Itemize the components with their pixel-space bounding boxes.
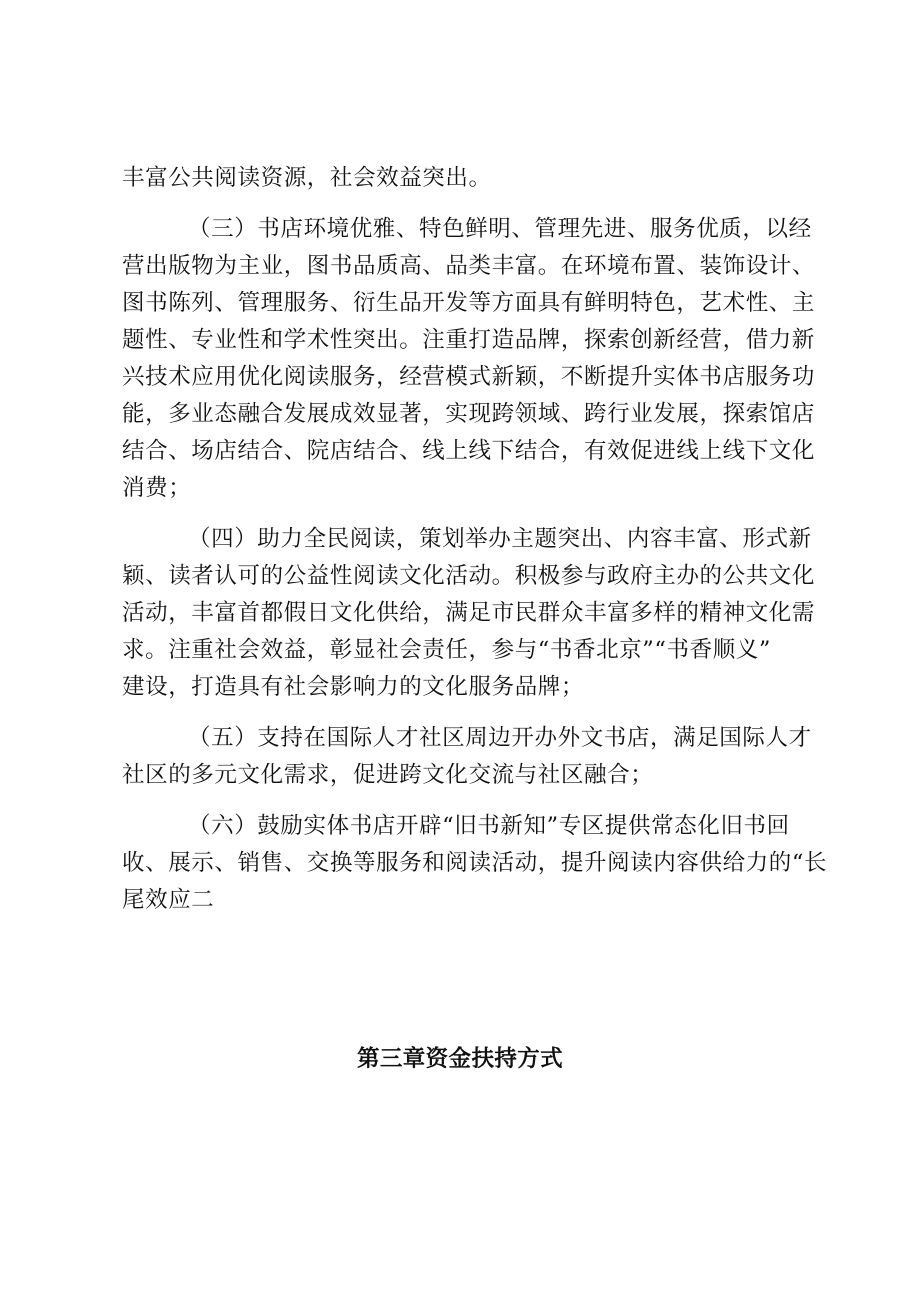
paragraph-item-6 <box>122 808 828 919</box>
paragraph-item-5 <box>122 720 812 794</box>
text-line: （六）鼓励实体书店开辟“旧书新知”专区提供常态化旧书回 <box>188 813 790 839</box>
text-line: 能，多业态融合发展成效显著，实现跨领域、跨行业发展，探索馆店 <box>122 401 816 427</box>
text-line: 求。注重社会效益，彰显社会责任，参与“书香北京”“书香顺义” <box>122 637 772 663</box>
text-line: 社区的多元文化需求，促进跨文化交流与社区融合； <box>122 762 654 788</box>
text-line: 丰富公共阅读资源，社会效益突出。 <box>122 165 492 191</box>
text-line: 尾效应二 <box>122 887 215 913</box>
text-line: 建设，打造具有社会影响力的文化服务品牌； <box>122 674 585 700</box>
text-line: 消费； <box>122 475 192 501</box>
document-body <box>122 160 828 919</box>
text-line: 结合、场店结合、院店结合、线上线下结合，有效促进线上线下文化 <box>122 438 816 464</box>
text-line: 活动，丰富首都假日文化供给，满足市民群众丰富多样的精神文化需 <box>122 600 816 626</box>
text-line: （三）书店环境优雅、特色鲜明、管理先进、服务优质，以经 <box>188 216 812 242</box>
text-line: 颖、读者认可的公益性阅读文化活动。积极参与政府主办的公共文化 <box>122 563 816 589</box>
paragraph-continuation <box>122 160 812 197</box>
text-line: 兴技术应用优化阅读服务，经营模式新颖，不断提升实体书店服务功 <box>122 364 816 390</box>
text-line: 营出版物为主业，图书品质高、品类丰富。在环境布置、装饰设计、 <box>122 253 816 279</box>
text-line: 收、展示、销售、交换等服务和阅读活动，提升阅读内容供给力的“长 <box>122 850 828 876</box>
text-line: （四）助力全民阅读，策划举办主题突出、内容丰富、形式新 <box>188 526 812 552</box>
chapter-heading: 第三章资金扶持方式 <box>356 1046 564 1072</box>
paragraph-item-3 <box>122 211 816 507</box>
text-line: 图书陈列、管理服务、衍生品开发等方面具有鲜明特色，艺术性、主 <box>122 290 816 316</box>
paragraph-item-4 <box>122 521 816 706</box>
text-line: 题性、专业性和学术性突出。注重打造品牌，探索创新经营，借力新 <box>122 327 816 353</box>
text-line: （五）支持在国际人才社区周边开办外文书店，满足国际人才 <box>188 725 812 751</box>
